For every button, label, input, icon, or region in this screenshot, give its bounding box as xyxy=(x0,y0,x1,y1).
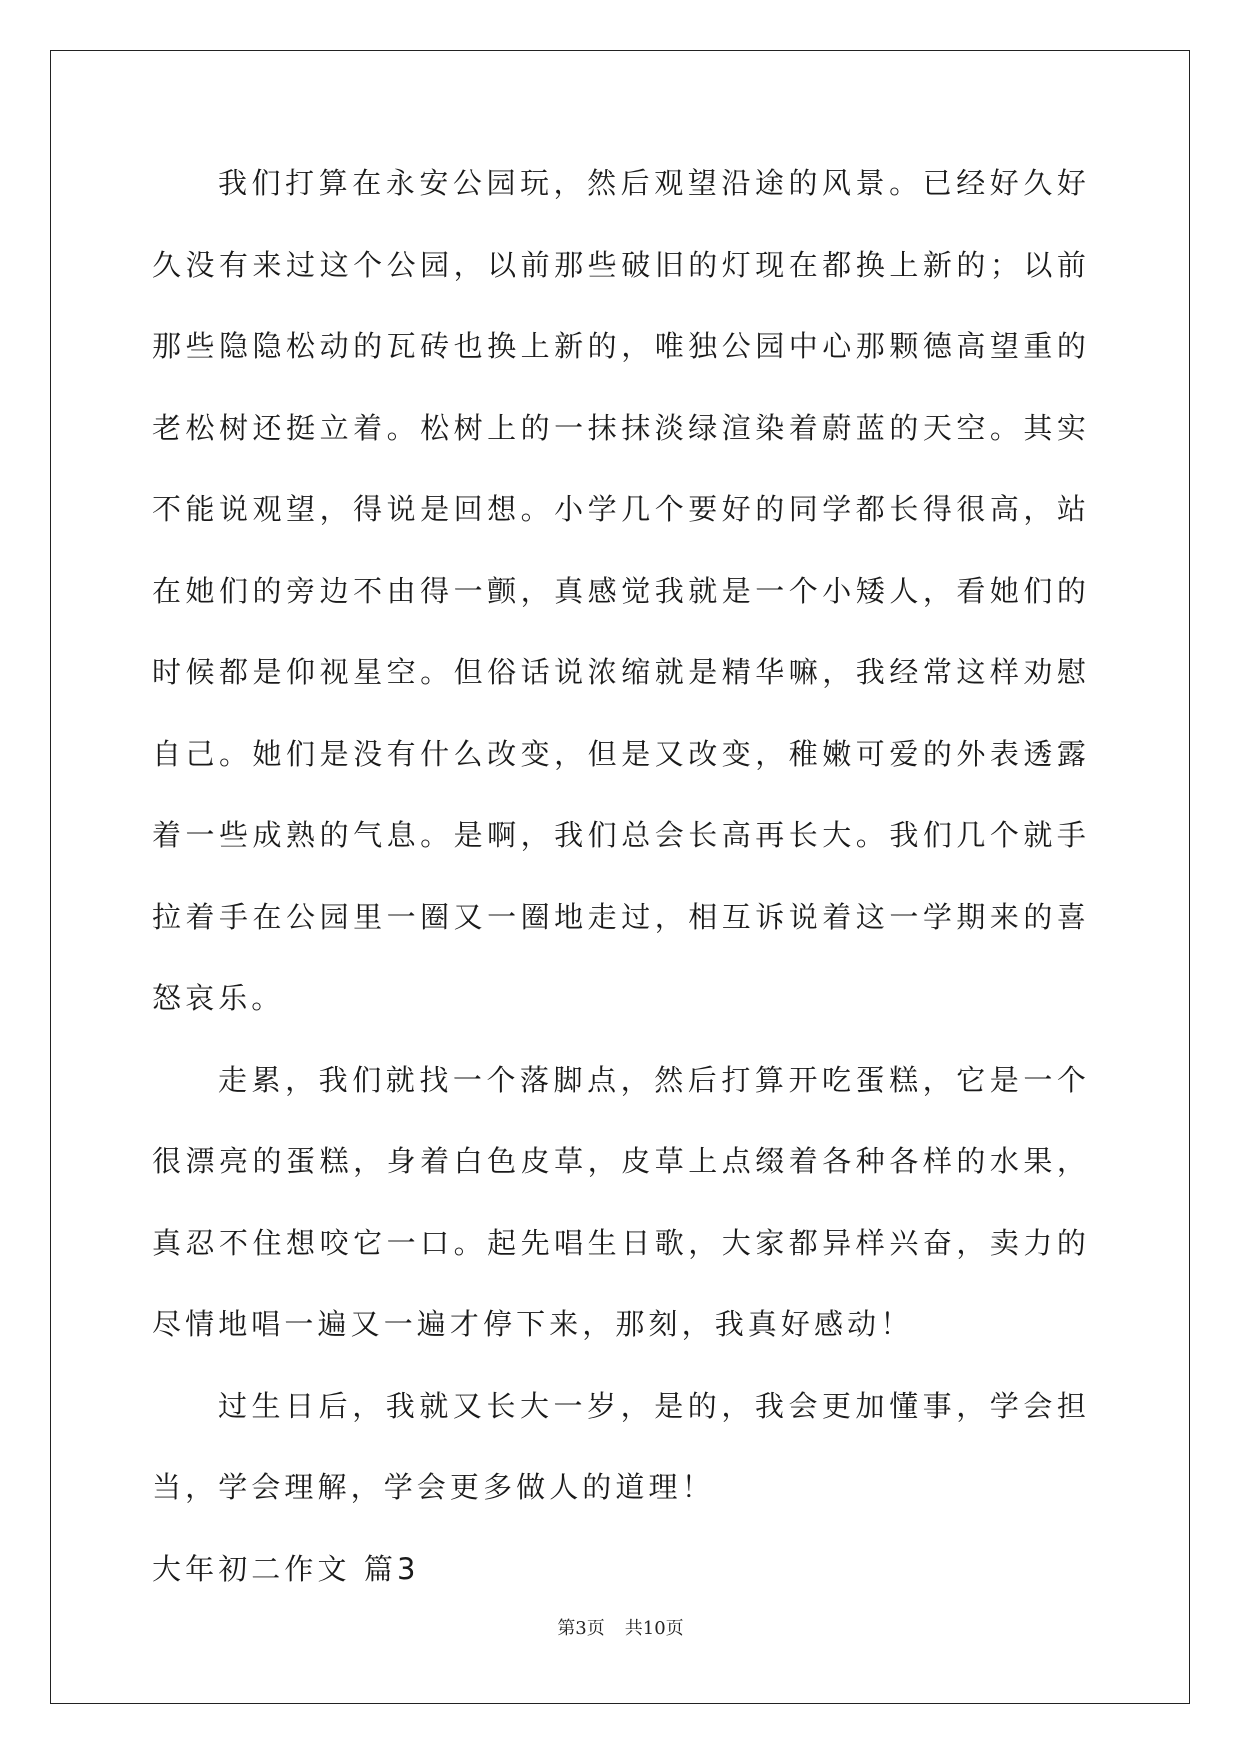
paragraph-growing-up: 过生日后，我就又长大一岁，是的，我会更加懂事，学会担当，学会理解，学会更多做人的道理！ xyxy=(152,1388,1090,1504)
current-page-number: 第3页 xyxy=(557,1618,605,1639)
section-heading: 大年初二作文 篇3 xyxy=(152,1551,420,1586)
document-body xyxy=(152,163,1090,1610)
total-page-count: 共10页 xyxy=(624,1618,684,1639)
page-footer xyxy=(0,1614,1241,1640)
paragraph-birthday-cake: 走累，我们就找一个落脚点，然后打算开吃蛋糕，它是一个很漂亮的蛋糕，身着白色皮草，皮草上点缀着各种各样的水果，真忍不住想咬它一口。起先唱生日歌，大家都异样兴奋，卖力的尽情地唱一遍又一遍才停下来，那刻，我真好感动！ xyxy=(152,1062,1090,1341)
paragraph-park-visit: 我们打算在永安公园玩，然后观望沿途的风景。已经好久好久没有来过这个公园，以前那些破旧的灯现在都换上新的；以前那些隐隐松动的瓦砖也换上新的，唯独公园中心那颗德高望重的老松树还挺立着。松树上的一抹抹淡绿渲染着蔚蓝的天空。其实不能说观望，得说是回想。小学几个要好的同学都长得很高，站在她们的旁边不由得一颤，真感觉我就是一个小矮人，看她们的时候都是仰视星空。但俗话说浓缩就是精华嘛，我经常这样劝慰自己。她们是没有什么改变，但是又改变，稚嫩可爱的外表透露着一些成熟的气息。是啊，我们总会长高再长大。我们几个就手拉着手在公园里一圈又一圈地走过，相互诉说着这一学期来的喜怒哀乐。 xyxy=(152,166,1090,1015)
